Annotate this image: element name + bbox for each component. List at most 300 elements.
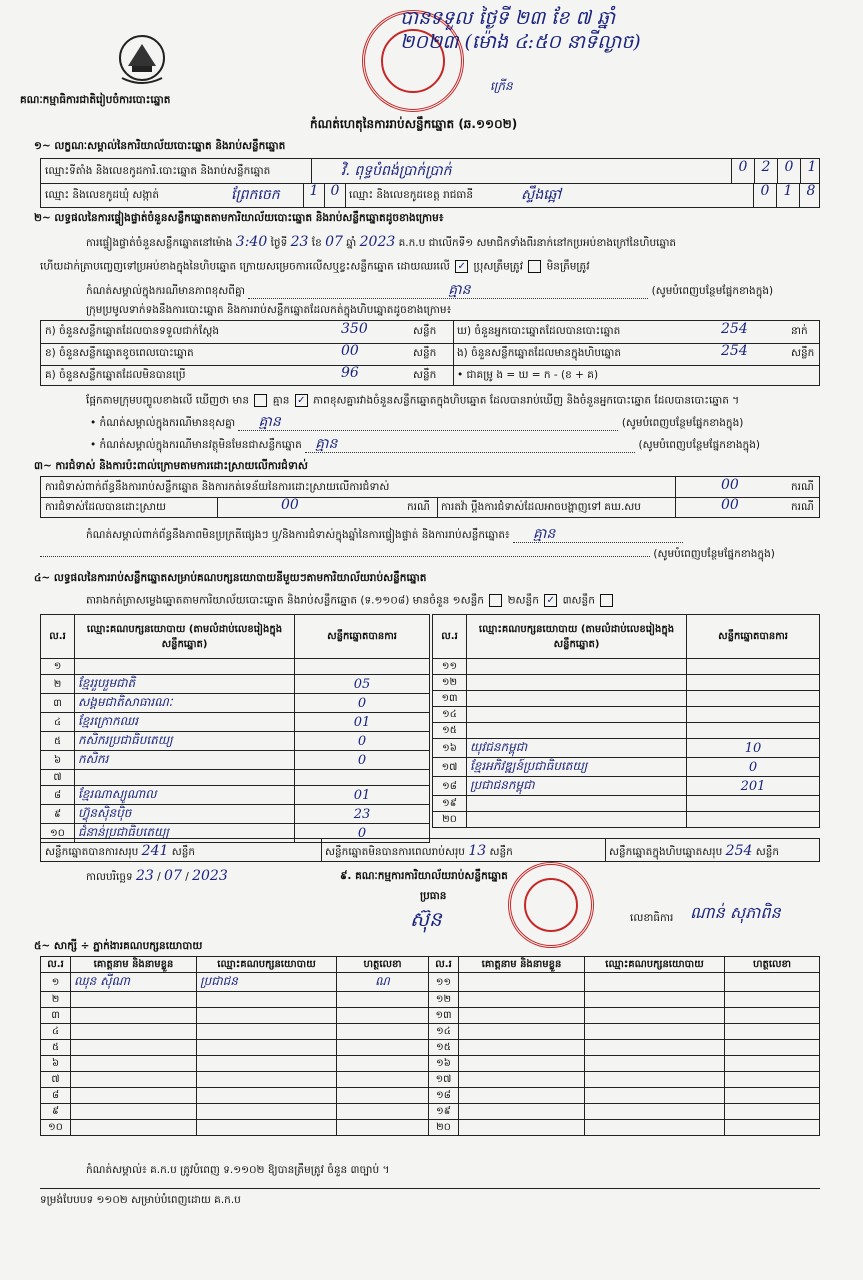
- witness-name[interactable]: [71, 992, 197, 1008]
- table-row: [433, 777, 820, 796]
- row-number: ១៧: [433, 758, 467, 777]
- party-name[interactable]: យុវជនកម្ពុជា: [467, 739, 687, 758]
- witness-signature[interactable]: [725, 1040, 820, 1056]
- irregular-hint: (សូមបំពេញបន្ថែមផ្នែកខាងក្នុង): [653, 548, 775, 560]
- row-number: ១៧: [429, 1072, 459, 1088]
- witness-party[interactable]: [197, 992, 337, 1008]
- province-code-digit: 1: [776, 183, 799, 207]
- witness-party[interactable]: [197, 1072, 337, 1088]
- committee-sign-title: ៩. គណៈកម្មការការិយាល័យរាប់សន្លឹកឆ្នោត: [340, 870, 508, 882]
- unused-value: 96: [341, 365, 359, 381]
- witness-name[interactable]: [71, 1040, 197, 1056]
- row-number: ១៥: [433, 723, 467, 739]
- box-total: [609, 845, 779, 859]
- table-row: [41, 1088, 820, 1104]
- incorrect-checkbox[interactable]: [528, 260, 541, 273]
- vote-count[interactable]: 201: [687, 777, 820, 796]
- row-number: ៦: [41, 751, 75, 770]
- row-number: ១២: [433, 675, 467, 691]
- table-row: [433, 675, 820, 691]
- col-no-header: ល.រ: [433, 615, 467, 659]
- received-value: 350: [341, 321, 368, 337]
- date-day: 23: [136, 868, 154, 884]
- witness-name[interactable]: [459, 992, 585, 1008]
- bullet-diff-hint: (សូមបំពេញបន្ថែមផ្នែកខាងក្នុង): [621, 417, 744, 429]
- date-label: កាលបរិច្ឆេទ: [86, 871, 133, 883]
- table-row: [433, 659, 820, 675]
- seal-line: [40, 260, 590, 274]
- diff-note-value: គ្មាន: [448, 282, 471, 298]
- tally-sheets-text: តារាងកត់ត្រាសម្លេងឆ្នោតតាមការិយាល័យបោះឆ្នោត និងរាប់សន្លឹកឆ្នោត (ទ.១១០៨) មានចំនួន ១សន្លឹក: [86, 594, 484, 607]
- table-row: [41, 770, 430, 786]
- witness-party[interactable]: [585, 1120, 725, 1136]
- row-number: ៥: [41, 732, 75, 751]
- table-row: [41, 1104, 820, 1120]
- received-unit: សន្លឹក: [413, 325, 437, 337]
- count-table: [40, 320, 820, 386]
- row-number: ៨: [41, 786, 75, 805]
- bullet-diff-label: កំណត់សម្គាល់ក្នុងករណីមានខុសគ្នា: [99, 417, 236, 429]
- table-row: [433, 796, 820, 812]
- vote-count[interactable]: [687, 691, 820, 707]
- witness-party[interactable]: [585, 1040, 725, 1056]
- row-number: ១៥: [429, 1040, 459, 1056]
- witness-party[interactable]: [197, 1120, 337, 1136]
- w-col-name: គោត្តនាម និងនាមខ្លួន: [459, 957, 585, 973]
- diff-note-line: [86, 284, 773, 299]
- table-row: [433, 723, 820, 739]
- section4-title: ៤~ លទ្ធផលនៃការរាប់សន្លឹកឆ្នោតសម្រាប់គណបក្សនយោបាយនីមួយៗតាមការិយាល័យរាប់សន្លឹកឆ្នោត: [34, 572, 427, 584]
- vote-count[interactable]: [687, 812, 820, 828]
- formula-note: • ជាគម្រូ ង = ឃ = ក - (ខ + គ): [457, 369, 599, 381]
- table-row: [41, 751, 430, 770]
- unused-label: គ) ចំនួនសន្លឹកឆ្នោតដែលមិនបានប្រើ: [45, 369, 186, 381]
- verify-year: 2023: [359, 234, 396, 250]
- witness-name[interactable]: [459, 973, 585, 992]
- witness-name[interactable]: [71, 1072, 197, 1088]
- witness-signature[interactable]: [725, 1104, 820, 1120]
- party-name[interactable]: [75, 770, 295, 786]
- witness-party[interactable]: [197, 1088, 337, 1104]
- row-number: ៨: [41, 1088, 71, 1104]
- section1-box: [40, 158, 820, 208]
- site-code-digit: 2: [754, 159, 777, 183]
- site-code-digit: 1: [800, 159, 823, 183]
- witness-party[interactable]: [585, 1072, 725, 1088]
- has-diff-checkbox[interactable]: [254, 394, 267, 407]
- chair-label: ប្រធាន: [420, 890, 447, 902]
- table-row: [433, 691, 820, 707]
- bullet-object-field[interactable]: [305, 438, 635, 453]
- row-number: ១១: [433, 659, 467, 675]
- table-row: [41, 1120, 820, 1136]
- witness-name[interactable]: [459, 1008, 585, 1024]
- irregular-field-2[interactable]: [40, 556, 650, 557]
- witness-name[interactable]: [459, 1056, 585, 1072]
- valid-total-value: 241: [141, 843, 169, 859]
- verify-time: 3:40: [235, 234, 268, 250]
- row-number: ៤: [41, 1024, 71, 1040]
- party-name[interactable]: កសិករ: [75, 751, 295, 770]
- party-name[interactable]: ខ្មែររួបរួមជាតិ: [75, 675, 295, 694]
- box-total-value: 254: [725, 843, 753, 859]
- row-number: ១: [41, 659, 75, 675]
- verify-text-a: ការផ្ទៀងផ្ទាត់ចំនួនសន្លឹកឆ្នោតនៅម៉ោង: [86, 237, 233, 249]
- vote-count[interactable]: 0: [295, 751, 430, 770]
- witness-name[interactable]: [71, 1104, 197, 1120]
- witness-party[interactable]: [585, 992, 725, 1008]
- party-name[interactable]: ខ្មែរក្រោកឈរ: [75, 713, 295, 732]
- bullet-diff: • កំណត់សម្គាល់ក្នុងករណីមានខុសគ្នា គ្មាន (សូមបំពេញបន្ថែមផ្នែកខាងក្នុង): [90, 414, 744, 430]
- verify-day: 23: [290, 234, 309, 250]
- objection-unit: ករណី: [791, 481, 814, 493]
- correct-label: ប្រុសត្រឹមត្រូវ: [473, 260, 523, 273]
- bullet-object-value: គ្មាន: [315, 436, 338, 452]
- two-sheets-checkbox[interactable]: ✓: [544, 594, 557, 607]
- votes-table-left: [40, 614, 430, 843]
- row-number: ១៩: [429, 1104, 459, 1120]
- table-row: [41, 992, 820, 1008]
- verify-month: 07: [325, 234, 343, 250]
- witness-signature[interactable]: [725, 1088, 820, 1104]
- row-number: ៦: [41, 1056, 71, 1072]
- w-col-name: គោត្តនាម និងនាមខ្លួន: [71, 957, 197, 973]
- witness-signature[interactable]: [337, 1024, 429, 1040]
- w-col-sign: ហត្ថលេខា: [725, 957, 820, 973]
- vote-count[interactable]: [687, 675, 820, 691]
- party-name[interactable]: កសិករប្រជាធិបតេយ្យ: [75, 732, 295, 751]
- date-line: កាលបរិច្ឆេទ 23 / 07 / 2023: [86, 868, 228, 884]
- witness-name[interactable]: [459, 1040, 585, 1056]
- bullet-object-label: កំណត់សម្គាល់ក្នុងករណីមានវត្ថុមិនមែនជាសន្លឹកឆ្នោត: [99, 439, 302, 451]
- commune-code-digit: 1: [303, 183, 324, 207]
- row-number: ១២: [429, 992, 459, 1008]
- witness-name[interactable]: [71, 1120, 197, 1136]
- witness-party[interactable]: [585, 1008, 725, 1024]
- secretary-signature: ណាន់ សុភាពិន: [690, 903, 781, 922]
- province-code: [753, 183, 822, 207]
- table-row: [41, 694, 430, 713]
- commune-value: ព្រែកចេក: [231, 187, 280, 203]
- witness-signature[interactable]: [725, 1024, 820, 1040]
- row-number: ៧: [41, 770, 75, 786]
- box-total-label: សន្លឹកឆ្នោតក្នុងហិបឆ្នោតសរុប: [609, 846, 723, 858]
- section2-title: ២~ លទ្ធផលនៃការផ្ទៀងផ្ទាត់ចំនួនសន្លឹកឆ្នោតតាមការិយាល័យបោះឆ្នោត និងរាប់សន្លឹកឆ្នោតដូចខាងក្រោម៖: [34, 212, 444, 224]
- party-name[interactable]: ខ្មែរអភិវឌ្ឍន៍ប្រជាធិបតេយ្យ: [467, 758, 687, 777]
- witness-signature[interactable]: [337, 1056, 429, 1072]
- footer-divider: [40, 1188, 820, 1189]
- witness-signature[interactable]: [337, 1120, 429, 1136]
- valid-total: [45, 845, 195, 859]
- witness-signature[interactable]: [725, 973, 820, 992]
- three-sheets-label: ៣សន្លឹក: [562, 594, 595, 607]
- row-number: ៤: [41, 713, 75, 732]
- table-row: [41, 1072, 820, 1088]
- box-total-unit: សន្លឹក: [755, 846, 780, 858]
- witness-signature[interactable]: [337, 1088, 429, 1104]
- party-name[interactable]: [467, 723, 687, 739]
- row-number: ៩: [41, 805, 75, 824]
- footer-text: ទម្រង់បែបបទ ១១០២ សម្រាប់បំពេញដោយ គ.ក.ប: [40, 1194, 241, 1206]
- vote-count[interactable]: 0: [295, 824, 430, 843]
- discrepancy-text-c: ភាពខុសគ្នារវាងចំនួនសន្លឹកឆ្នោតក្នុងហិបឆ្នោត ដែលបានរាប់ឃើញ និងចំនួនអ្នកបោះឆ្នោត ដែលបានបោះឆ្នោត ។: [313, 394, 740, 407]
- party-name[interactable]: ខ្មែរណាស្យូណាល: [75, 786, 295, 805]
- party-name[interactable]: [467, 659, 687, 675]
- vote-count[interactable]: [687, 723, 820, 739]
- witness-name[interactable]: [459, 1072, 585, 1088]
- footnote: កំណត់សម្គាល់៖ គ.ក.ប ត្រូវបំពេញ ទ.១១០២ ឱ្យបានត្រឹមត្រូវ ចំនួន ៣ច្បាប់ ។: [86, 1164, 390, 1176]
- vote-count[interactable]: 0: [295, 732, 430, 751]
- resolved-unit: ករណី: [407, 501, 430, 513]
- received-label: ក) ចំនួនសន្លឹកឆ្នោតដែលបានទទួលជាក់ស្តែង: [45, 325, 220, 337]
- commune-code: [303, 183, 346, 207]
- vote-count[interactable]: 0: [295, 694, 430, 713]
- witness-signature[interactable]: [725, 1056, 820, 1072]
- vote-count[interactable]: 23: [295, 805, 430, 824]
- objection-table: [40, 476, 820, 518]
- witness-signature[interactable]: [337, 1072, 429, 1088]
- province-value: ស្ទឹងឆ្អៅ: [521, 187, 561, 203]
- secretary-label: លេខាធិការ: [630, 912, 674, 924]
- row-number: ៧: [41, 1072, 71, 1088]
- witness-name[interactable]: [459, 1104, 585, 1120]
- discrepancy-text-a: ផ្អែកតាមក្រុមបញ្ចូលខាងលើ ឃើញថា មាន: [86, 394, 250, 407]
- verify-text-c: ខែ: [311, 237, 322, 249]
- row-number: ១០: [41, 824, 75, 843]
- vote-count[interactable]: [295, 770, 430, 786]
- row-number: ២០: [429, 1120, 459, 1136]
- discrepancy-line: [86, 394, 739, 408]
- discrepancy-text-b: គ្មាន: [272, 394, 290, 407]
- witness-name[interactable]: ឈុន ស៊ីណា: [71, 973, 197, 992]
- date-year: 2023: [192, 868, 228, 884]
- spoiled-label: ខ) ចំនួនសន្លឹកឆ្នោតខូចពេលបោះឆ្នោត: [45, 347, 194, 359]
- witness-name[interactable]: [459, 1024, 585, 1040]
- votes-table-right: [432, 614, 820, 828]
- table-row: [41, 732, 430, 751]
- col-no-header: ល.រ: [41, 615, 75, 659]
- province-label: ឈ្មោះ និងលេខកូដខេត្ត រាជធានី: [349, 189, 474, 201]
- witness-name[interactable]: [459, 1120, 585, 1136]
- party-name[interactable]: [467, 796, 687, 812]
- row-number: ៣: [41, 694, 75, 713]
- witness-party[interactable]: [197, 1056, 337, 1072]
- witness-table: [40, 956, 820, 1136]
- witness-party[interactable]: [197, 1008, 337, 1024]
- appeal-label: ការតវ៉ា ប្តឹងការជំទាស់ដែលអាចបង្ហាញទៅ គឃ.សប: [441, 501, 641, 513]
- row-number: ១១: [429, 973, 459, 992]
- commune-code-digit: 0: [324, 183, 346, 207]
- table-row: [41, 713, 430, 732]
- row-number: ២០: [433, 812, 467, 828]
- site-label: ឈ្មោះទីតាំង និងលេខកូដការិ.បោះឆ្នោត និងរាប់សន្លឹកឆ្នោត: [45, 165, 271, 177]
- diff-note-field[interactable]: [248, 284, 648, 299]
- three-sheets-checkbox[interactable]: [600, 594, 613, 607]
- vote-count[interactable]: [687, 659, 820, 675]
- objection-value: 00: [721, 477, 739, 493]
- witness-party[interactable]: [585, 1104, 725, 1120]
- one-sheet-checkbox[interactable]: [489, 594, 502, 607]
- witness-party[interactable]: [197, 1040, 337, 1056]
- resolved-value: 00: [281, 497, 299, 513]
- no-diff-checkbox[interactable]: ✓: [295, 394, 308, 407]
- w-col-no: ល.រ: [41, 957, 71, 973]
- section3-title: ៣~ ការជំទាស់ និងការប៉ះពាល់ក្រោមតាមការដោះស្រាយលើការជំទាស់: [34, 460, 308, 472]
- table-row: [41, 1008, 820, 1024]
- spoiled-unit: សន្លឹក: [413, 347, 437, 359]
- vote-count[interactable]: 01: [295, 713, 430, 732]
- invalid-total: [325, 845, 513, 859]
- appeal-value: 00: [721, 497, 739, 513]
- col-votes-header: សន្លឹកឆ្នោតបានការ: [687, 615, 820, 659]
- date-month: 07: [164, 868, 182, 884]
- row-number: ១៦: [429, 1056, 459, 1072]
- witness-name[interactable]: [71, 1008, 197, 1024]
- incorrect-label: មិនត្រឹមត្រូវ: [546, 260, 590, 273]
- witness-party[interactable]: [197, 1104, 337, 1120]
- province-code-digit: 8: [799, 183, 822, 207]
- section1-title: ១~ លក្ខណៈសម្គាល់នៃការិយាល័យបោះឆ្នោត និងរាប់សន្លឹកឆ្នោត: [34, 140, 286, 152]
- party-name[interactable]: ជំនាន់ប្រជាធិបតេយ្យ: [75, 824, 295, 843]
- witness-name[interactable]: [71, 1056, 197, 1072]
- witness-name[interactable]: [71, 1088, 197, 1104]
- in-box-value: 254: [721, 343, 748, 359]
- vote-count[interactable]: 0: [687, 758, 820, 777]
- resolved-label: ការជំទាស់ដែលបានដោះស្រាយ: [45, 501, 167, 513]
- bullet-object: • កំណត់សម្គាល់ក្នុងករណីមានវត្ថុមិនមែនជាសន្លឹកឆ្នោត គ្មាន (សូមបំពេញបន្ថែមផ្នែកខាងក្នុង): [90, 436, 760, 452]
- vote-count[interactable]: 05: [295, 675, 430, 694]
- party-name[interactable]: [467, 691, 687, 707]
- vote-count[interactable]: 01: [295, 786, 430, 805]
- seal-text: ហើយដាក់ត្រាបញ្ចេញទៅប្រអប់ខាងក្នុងនៃហិបឆ្នោត ក្រោយសម្រេចការលើសឬខ្វះសន្លឹកឆ្នោត ដោយឈរលើ: [40, 260, 450, 273]
- table-row: [41, 1024, 820, 1040]
- official-seal: [508, 862, 594, 948]
- witness-party[interactable]: [585, 1024, 725, 1040]
- col-votes-header: សន្លឹកឆ្នោតបានការ: [295, 615, 430, 659]
- w-col-sign: ហត្ថលេខា: [337, 957, 429, 973]
- party-name[interactable]: [467, 812, 687, 828]
- w-col-party: ឈ្មោះគណបក្សនយោបាយ: [585, 957, 725, 973]
- vote-count[interactable]: [687, 796, 820, 812]
- table-row: [41, 805, 430, 824]
- tally-sheets-line: [86, 594, 615, 608]
- col-party-header: ឈ្មោះគណបក្សនយោបាយ (តាមលំដាប់លេខរៀងក្នុងសន្លឹកឆ្នោត): [75, 615, 295, 659]
- table-row: [433, 812, 820, 828]
- table-row: [41, 675, 430, 694]
- voters-label: ឃ) ចំនួនអ្នកបោះឆ្នោតដែលបានបោះឆ្នោត: [457, 325, 621, 337]
- row-number: ១៨: [433, 777, 467, 796]
- diff-note-hint: (សូមបំពេញបន្ថែមផ្នែកខាងក្នុង): [651, 285, 774, 297]
- invalid-total-value: 13: [468, 843, 487, 859]
- party-name[interactable]: ហ៊្វុនស៊ិនប៉ិច: [75, 805, 295, 824]
- witness-name[interactable]: [71, 1024, 197, 1040]
- witness-party[interactable]: [585, 973, 725, 992]
- verify-text-b: ថ្ងៃទី: [270, 237, 288, 249]
- table-row: [41, 1056, 820, 1072]
- spoiled-value: 00: [341, 343, 359, 359]
- witness-signature[interactable]: [725, 1120, 820, 1136]
- table-row: [41, 973, 820, 992]
- witness-signature[interactable]: [337, 992, 429, 1008]
- witness-signature[interactable]: [337, 1008, 429, 1024]
- in-box-unit: សន្លឹក: [791, 347, 815, 359]
- chair-signature: ស៊ុន: [410, 907, 442, 931]
- party-name[interactable]: [467, 675, 687, 691]
- data-intro: ក្រុមប្រមូលទាក់ទងនឹងការបោះឆ្នោត និងការរាប់សន្លឹកឆ្នោតដែលកត់ក្នុងហិបឆ្នោតដូចខាងក្រោម៖: [86, 304, 452, 316]
- row-number: ២: [41, 992, 71, 1008]
- vote-count[interactable]: [687, 707, 820, 723]
- irregular-label: កំណត់សម្គាល់ពាក់ព័ន្ធនឹងភាពមិនប្រក្រតីផ្សេងៗ ឬ/និងការជំទាស់ក្នុងឆ្នាំនៃការផ្ទៀងផ្ទាត់ និងការរាប់សន្លឹកឆ្នោត៖: [86, 529, 510, 541]
- row-number: ១៨: [429, 1088, 459, 1104]
- row-number: ៩: [41, 1104, 71, 1120]
- witness-party[interactable]: [585, 1056, 725, 1072]
- witness-signature[interactable]: [725, 1008, 820, 1024]
- witness-signature[interactable]: [337, 1104, 429, 1120]
- form-title: កំណត់ហេតុនៃការរាប់សន្លឹកឆ្នោត (ឆ.១១០២): [310, 117, 518, 131]
- row-number: ១៣: [429, 1008, 459, 1024]
- party-name[interactable]: [75, 659, 295, 675]
- row-number: ១៤: [433, 707, 467, 723]
- row-number: ៣: [41, 1008, 71, 1024]
- objection-label: ការជំទាស់ពាក់ព័ន្ធនឹងការរាប់សន្លឹកឆ្នោត និងការកត់ទេន័យនៃការដោះស្រាយលើការជំទាស់: [45, 481, 390, 493]
- witness-name[interactable]: [459, 1088, 585, 1104]
- row-number: ១៦: [433, 739, 467, 758]
- row-number: ១០: [41, 1120, 71, 1136]
- irregular-continue: [40, 548, 775, 561]
- party-name[interactable]: ប្រជាជនកម្ពុជា: [467, 777, 687, 796]
- site-value: វិ. ពុទ្ធបំពង់ប្រាក់ប្រាក់: [341, 163, 452, 179]
- site-code-digit: 0: [731, 159, 754, 183]
- unused-unit: សន្លឹក: [413, 369, 437, 381]
- correct-checkbox[interactable]: ✓: [455, 260, 468, 273]
- vote-count[interactable]: 10: [687, 739, 820, 758]
- party-name[interactable]: [467, 707, 687, 723]
- witness-signature[interactable]: [725, 992, 820, 1008]
- verify-text-d: ឆ្នាំ: [346, 237, 357, 249]
- received-note: បានទទួល ថ្ងៃទី ២៣ ខែ ៧ ឆ្នាំ ២០២៣ (ម៉ោង ៤:៥០ នាទីល្ងាច): [400, 7, 641, 53]
- bullet-diff-value: គ្មាន: [258, 414, 281, 430]
- verify-text-e: គ.ក.ប ជាលើកទី១ សមាជិកទាំងពីរនាក់នៅកប្រអប់ខាងក្រៅនៃហិបឆ្នោត: [398, 237, 677, 249]
- valid-total-label: សន្លឹកឆ្នោតបានការសរុប: [45, 846, 139, 858]
- table-row: [433, 758, 820, 777]
- totals-row: [40, 838, 820, 862]
- stamp-signature: ក្រើន: [490, 79, 513, 93]
- w-col-no: ល.រ: [429, 957, 459, 973]
- site-code-digit: 0: [777, 159, 800, 183]
- irregular-field[interactable]: [513, 528, 683, 543]
- witness-party[interactable]: [585, 1088, 725, 1104]
- table-row: [433, 707, 820, 723]
- table-row: [433, 739, 820, 758]
- bullet-diff-field[interactable]: [238, 416, 618, 431]
- voters-value: 254: [721, 321, 748, 337]
- witness-signature[interactable]: [725, 1072, 820, 1088]
- witness-party[interactable]: [197, 1024, 337, 1040]
- party-name[interactable]: សង្គមជាតិសាធារណៈ: [75, 694, 295, 713]
- row-number: ២: [41, 675, 75, 694]
- vote-count[interactable]: [295, 659, 430, 675]
- row-number: ១៩: [433, 796, 467, 812]
- row-number: ១៤: [429, 1024, 459, 1040]
- appeal-unit: ករណី: [791, 501, 814, 513]
- section5-title: ៥~ សាក្សី ÷ ភ្នាក់ងារគណបក្សនយោបាយ: [34, 940, 203, 952]
- witness-signature[interactable]: [337, 1040, 429, 1056]
- irregular-value: គ្មាន: [533, 526, 556, 542]
- witness-party[interactable]: ប្រជាជន: [197, 973, 337, 992]
- row-number: ១: [41, 973, 71, 992]
- invalid-total-label: សន្លឹកឆ្នោតមិនបានការពេលរាប់សរុប: [325, 846, 465, 858]
- witness-signature[interactable]: ណ: [337, 973, 429, 992]
